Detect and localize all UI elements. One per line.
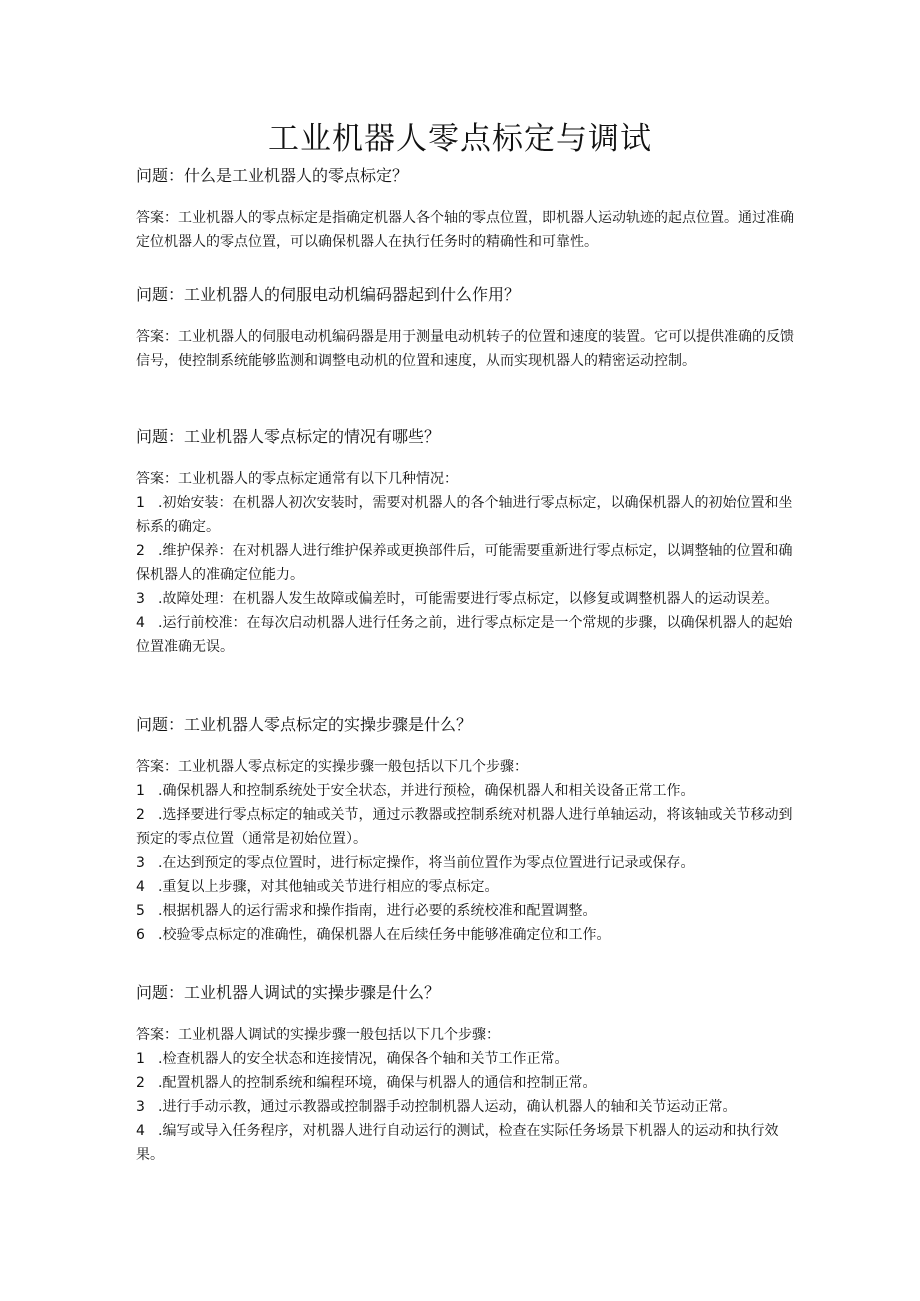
qa-section	[136, 711, 796, 947]
list-item	[136, 1119, 796, 1167]
list-text: .初始安装：在机器人初次安装时，需要对机器人的各个轴进行零点标定，以确保机器人的初始位置和坐标系的确定。	[136, 495, 793, 535]
list-text: .维护保养：在对机器人进行维护保养或更换部件后，可能需要重新进行零点标定，以调整轴的位置和确保机器人的准确定位能力。	[136, 543, 793, 583]
list-text: .重复以上步骤，对其他轴或关节进行相应的零点标定。	[158, 879, 499, 895]
list-item	[136, 587, 796, 611]
list-text: .校验零点标定的准确性，确保机器人在后续任务中能够准确定位和工作。	[158, 927, 611, 943]
answer-text: 答案：工业机器人的伺服电动机编码器是用于测量电动机转子的位置和速度的装置。它可以提供准确的反馈信号，使控制系统能够监测和调整电动机的位置和速度，从而实现机器人的精密运动控制。	[136, 329, 794, 369]
list-text: .选择要进行零点标定的轴或关节，通过示教器或控制系统对机器人进行单轴运动，将该轴或关节移动到预定的零点位置（通常是初始位置）。	[136, 807, 793, 847]
answer-text: 答案：工业机器人的零点标定通常有以下几种情况：	[136, 471, 458, 487]
list-item	[136, 779, 796, 803]
list-item	[136, 899, 796, 923]
list-item	[136, 923, 796, 947]
list-text: .进行手动示教，通过示教器或控制器手动控制机器人运动，确认机器人的轴和关节运动正常。	[158, 1099, 737, 1115]
list-item	[136, 875, 796, 899]
list-number: 4	[136, 615, 145, 631]
list-number: 2	[136, 1075, 145, 1091]
list-number: 1	[136, 783, 145, 799]
list-number: 2	[136, 543, 145, 559]
list-number: 5	[136, 903, 145, 919]
list-text: .根据机器人的运行需求和操作指南，进行必要的系统校准和配置调整。	[158, 903, 597, 919]
list-text: .检查机器人的安全状态和连接情况，确保各个轴和关节工作正常。	[158, 1051, 569, 1067]
qa-section	[136, 281, 796, 373]
answer-block	[136, 467, 796, 659]
list-number: 2	[136, 807, 145, 823]
list-number: 3	[136, 591, 145, 607]
document-title: 工业机器人零点标定与调试	[268, 121, 652, 157]
qa-section	[136, 979, 796, 1167]
question-heading: 问题：工业机器人调试的实操步骤是什么？	[136, 983, 441, 1002]
answer-block	[136, 1023, 796, 1167]
list-text: .编写或导入任务程序，对机器人进行自动运行的测试，检查在实际任务场景下机器人的运动和执行效果。	[136, 1123, 779, 1163]
answer-text: 答案：工业机器人调试的实操步骤一般包括以下几个步骤：	[136, 1027, 500, 1043]
answer-block	[136, 325, 796, 373]
answer-text: 答案：工业机器人的零点标定是指确定机器人各个轴的零点位置，即机器人运动轨迹的起点位置。通过准确定位机器人的零点位置，可以确保机器人在执行任务时的精确性和可靠性。	[136, 210, 794, 250]
list-number: 3	[136, 1099, 145, 1115]
list-text: .确保机器人和控制系统处于安全状态，并进行预检，确保机器人和相关设备正常工作。	[158, 783, 695, 799]
qa-section	[136, 423, 796, 659]
list-text: .在达到预定的零点位置时，进行标定操作，将当前位置作为零点位置进行记录或保存。	[158, 855, 695, 871]
list-number: 1	[136, 1051, 145, 1067]
list-number: 6	[136, 927, 145, 943]
list-number: 1	[136, 495, 145, 511]
question-heading: 问题：工业机器人零点标定的实操步骤是什么？	[136, 715, 473, 734]
qa-section	[136, 162, 796, 254]
question-heading: 问题：什么是工业机器人的零点标定？	[136, 166, 409, 185]
list-item	[136, 851, 796, 875]
list-number: 3	[136, 855, 145, 871]
list-number: 4	[136, 879, 145, 895]
list-item	[136, 611, 796, 659]
answer-text: 答案：工业机器人零点标定的实操步骤一般包括以下几个步骤：	[136, 759, 528, 775]
question-heading: 问题：工业机器人的伺服电动机编码器起到什么作用？	[136, 285, 521, 304]
answer-block	[136, 206, 796, 254]
answer-block	[136, 755, 796, 947]
list-text: .运行前校准：在每次启动机器人进行任务之前，进行零点标定是一个常规的步骤，以确保机器人的起始位置准确无误。	[136, 615, 793, 655]
list-text: .故障处理：在机器人发生故障或偏差时，可能需要进行零点标定，以修复或调整机器人的运动误差。	[158, 591, 779, 607]
list-item	[136, 491, 796, 539]
list-item	[136, 803, 796, 851]
list-item	[136, 1071, 796, 1095]
list-item	[136, 1095, 796, 1119]
list-item	[136, 1047, 796, 1071]
list-text: .配置机器人的控制系统和编程环境，确保与机器人的通信和控制正常。	[158, 1075, 597, 1091]
question-heading: 问题：工业机器人零点标定的情况有哪些？	[136, 427, 441, 446]
list-item	[136, 539, 796, 587]
list-number: 4	[136, 1123, 145, 1139]
